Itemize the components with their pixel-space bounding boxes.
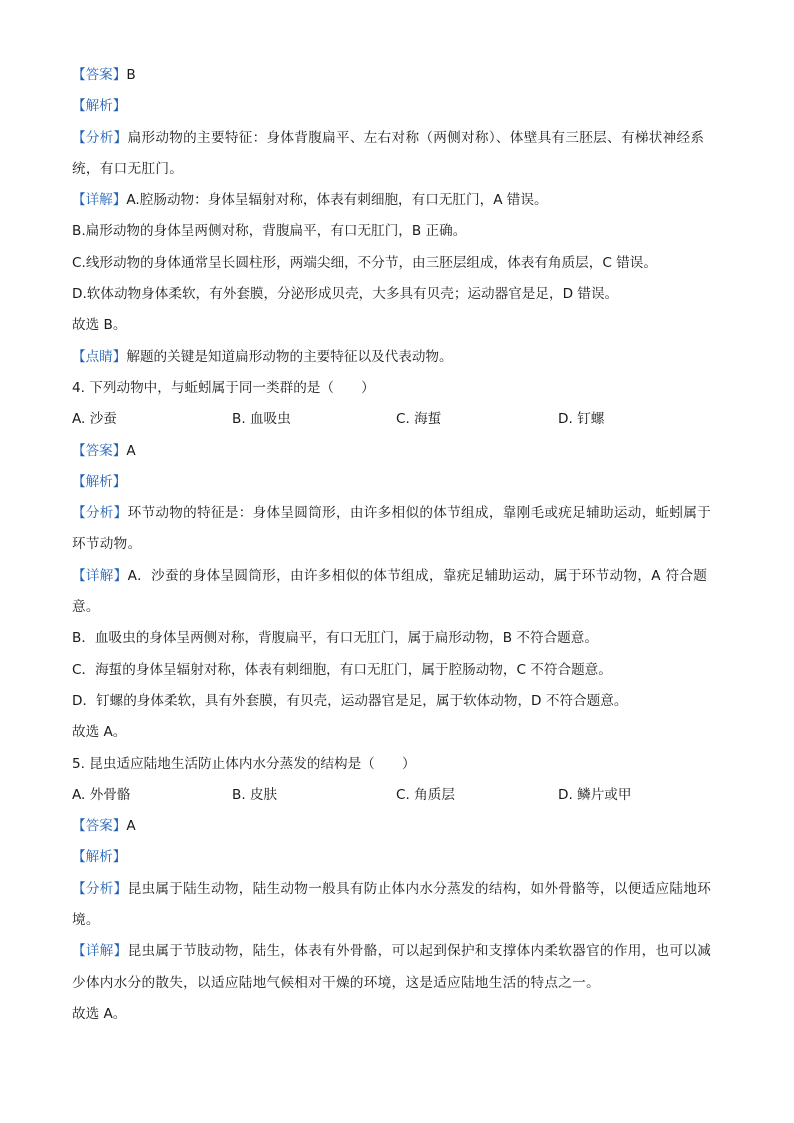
q4-stem: 4. 下列动物中，与蚯蚓属于同一类群的是（ ）	[72, 379, 375, 396]
q3-conclusion: 故选 B。	[72, 317, 127, 334]
q3-analysis-heading	[72, 91, 722, 122]
q5-option-c: C. 角质层	[396, 786, 455, 803]
answer-value: B	[126, 67, 136, 83]
xiangjie-tag: 【详解】	[72, 567, 128, 584]
q5-option-b: B. 皮肤	[232, 786, 278, 803]
analysis-tag: 【解析】	[72, 473, 127, 490]
q4-xiangjie-paragraph	[72, 561, 722, 624]
answer-tag: 【答案】	[72, 67, 127, 83]
q3-dianjing-line	[72, 342, 722, 373]
fenxi-tag: 【分析】	[72, 505, 128, 522]
q3-answer-line	[72, 60, 722, 91]
xiangjie-tag: 【详解】	[72, 192, 127, 209]
q3-line-d: D.软体动物身体柔软，有外套膜，分泌形成贝壳，大多具有贝壳；运动器官是足，D 错误。	[72, 286, 619, 303]
q5-answer-line	[72, 811, 722, 842]
dianjing-tag: 【点睛】	[72, 348, 127, 365]
q4-option-b: B. 血吸虫	[232, 411, 291, 428]
xiangjie-tag: 【详解】	[72, 943, 128, 960]
document-page	[72, 60, 722, 1030]
q3-fenxi-paragraph	[72, 123, 722, 186]
fenxi-text: 扁形动物的主要特征：身体背腹扁平、左右对称（两侧对称）、体壁具有三胚层、有梯状神经系统，有口无肛门。	[72, 129, 705, 177]
fenxi-tag: 【分析】	[72, 880, 128, 897]
q4-option-d: D. 钉螺	[558, 411, 605, 428]
q4-conclusion: 故选 A。	[72, 724, 127, 741]
q5-conclusion: 故选 A。	[72, 1005, 127, 1022]
q3-line-b: B.扁形动物的身体呈两侧对称，背腹扁平，有口无肛门，B 正确。	[72, 223, 467, 240]
fenxi-text: 昆虫属于陆生动物，陆生动物一般具有防止体内水分蒸发的结构，如外骨骼等，以便适应陆地环境。	[72, 880, 712, 929]
answer-tag: 【答案】	[72, 818, 127, 835]
xiangjie-a-text: A.腔肠动物：身体呈辐射对称，体表有刺细胞，有口无肛门，A 错误。	[126, 192, 548, 209]
q3-xiangjie-line	[72, 185, 722, 216]
xiangjie-text: 昆虫属于节肢动物，陆生，体表有外骨骼，可以起到保护和支撑体内柔软器官的作用，也可以减少体内水分的散失，以适应陆地气候相对干燥的环境，这是适应陆地生活的特点之一。	[72, 943, 712, 991]
q5-option-a: A. 外骨骼	[72, 786, 131, 803]
q4-line-c: C．海蜇的身体呈辐射对称，体表有刺细胞，有口无肛门，属于腔肠动物，C 不符合题意。	[72, 661, 612, 678]
q4-answer-line	[72, 436, 722, 467]
q3-line-c: C.线形动物的身体通常呈长圆柱形，两端尖细，不分节，由三胚层组成，体表有角质层，C 错误。	[72, 254, 657, 271]
q5-options	[72, 780, 722, 811]
q5-analysis-heading	[72, 842, 722, 873]
analysis-tag: 【解析】	[72, 98, 127, 115]
fenxi-text: 环节动物的特征是：身体呈圆筒形，由许多相似的体节组成，靠刚毛或疣足辅助运动，蚯蚓属于环节动物。	[72, 505, 712, 553]
xiangjie-a-text: A．沙蚕的身体呈圆筒形，由许多相似的体节组成，靠疣足辅助运动，属于环节动物，A 符合题意。	[72, 567, 708, 616]
q5-stem: 5. 昆虫适应陆地生活防止体内水分蒸发的结构是（ ）	[72, 755, 416, 772]
q4-option-c: C. 海蜇	[396, 411, 442, 428]
answer-value: A	[126, 818, 136, 835]
answer-value: A	[126, 442, 136, 459]
q4-options	[72, 404, 722, 435]
q5-xiangjie-paragraph	[72, 936, 722, 999]
fenxi-tag: 【分析】	[72, 129, 128, 146]
q4-line-b: B．血吸虫的身体呈两侧对称，背腹扁平，有口无肛门，属于扁形动物，B 不符合题意。	[72, 630, 598, 647]
q5-option-d: D. 鳞片或甲	[558, 786, 632, 803]
analysis-tag: 【解析】	[72, 849, 127, 866]
q4-analysis-heading	[72, 467, 722, 498]
q4-option-a: A. 沙蚕	[72, 411, 117, 428]
q5-fenxi-paragraph	[72, 874, 722, 937]
dianjing-text: 解题的关键是知道扁形动物的主要特征以及代表动物。	[126, 348, 453, 365]
q4-line-d: D．钉螺的身体柔软，具有外套膜，有贝壳，运动器官是足，属于软体动物，D 不符合题意。	[72, 692, 628, 709]
q4-fenxi-paragraph	[72, 498, 722, 561]
answer-tag: 【答案】	[72, 442, 127, 459]
